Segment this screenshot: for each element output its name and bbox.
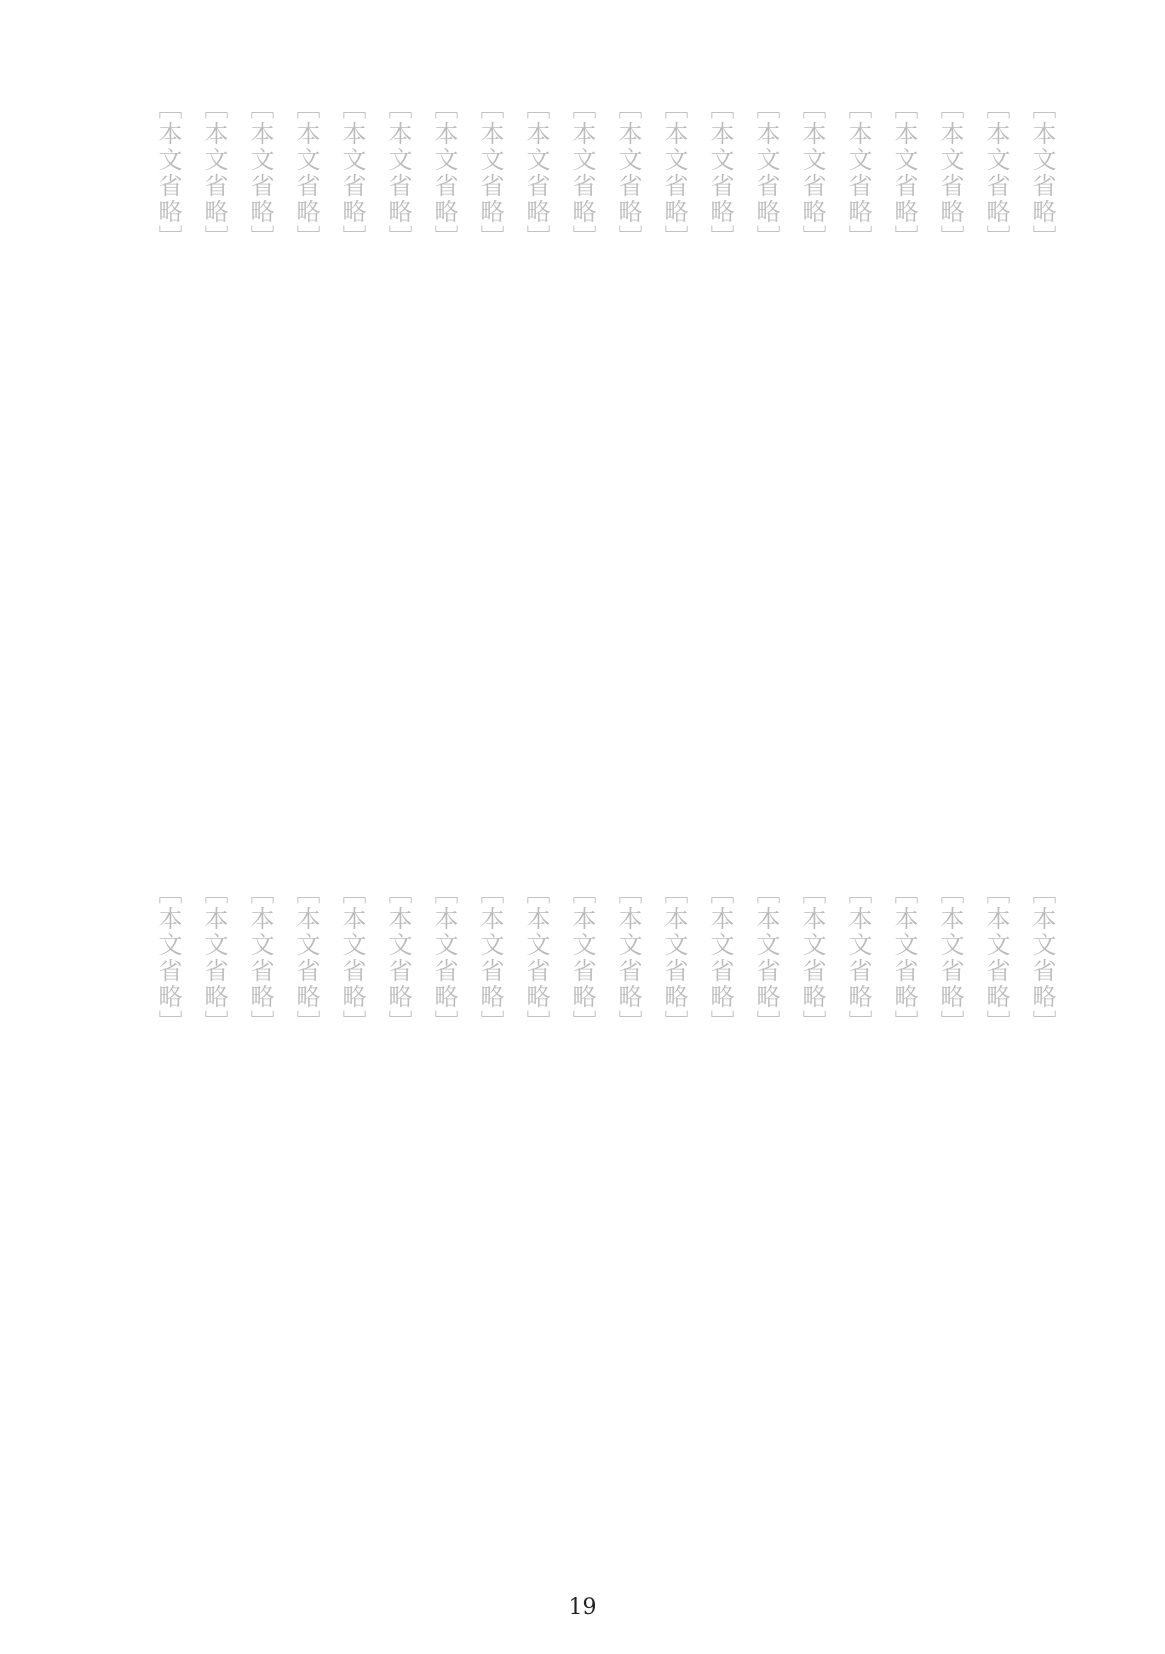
text-column: ［本文省略］ — [890, 95, 918, 251]
text-column: ［本文省略］ — [200, 880, 228, 1036]
text-column: ［本文省略］ — [338, 880, 366, 1036]
text-block-upper — [135, 95, 1065, 775]
text-column: ［本文省略］ — [706, 95, 734, 251]
text-column: ［本文省略］ — [246, 880, 274, 1036]
text-column: ［本文省略］ — [476, 95, 504, 251]
page-number: 19 — [568, 1595, 597, 1620]
text-column: ［本文省略］ — [660, 880, 688, 1036]
text-column: ［本文省略］ — [844, 880, 872, 1036]
text-column: ［本文省略］ — [660, 95, 688, 251]
text-column: ［本文省略］ — [982, 880, 1010, 1036]
text-column: ［本文省略］ — [246, 95, 274, 251]
text-column: ［本文省略］ — [752, 880, 780, 1036]
text-column: ［本文省略］ — [706, 880, 734, 1036]
text-column: ［本文省略］ — [568, 880, 596, 1036]
text-column: ［本文省略］ — [200, 95, 228, 251]
text-column: ［本文省略］ — [798, 880, 826, 1036]
text-column: ［本文省略］ — [614, 880, 642, 1036]
text-column: ［本文省略］ — [1028, 880, 1056, 1036]
text-column: ［本文省略］ — [522, 95, 550, 251]
text-column: ［本文省略］ — [614, 95, 642, 251]
text-column: ［本文省略］ — [430, 880, 458, 1036]
text-column: ［本文省略］ — [522, 880, 550, 1036]
text-column: ［本文省略］ — [430, 95, 458, 251]
text-column: ［本文省略］ — [890, 880, 918, 1036]
text-column: ［本文省略］ — [568, 95, 596, 251]
text-column: ［本文省略］ — [338, 95, 366, 251]
text-column: ［本文省略］ — [384, 95, 412, 251]
text-column: ［本文省略］ — [844, 95, 872, 251]
text-block-lower — [135, 880, 1065, 1570]
text-column: ［本文省略］ — [752, 95, 780, 251]
text-column: ［本文省略］ — [154, 95, 182, 251]
text-column: ［本文省略］ — [476, 880, 504, 1036]
text-column: ［本文省略］ — [982, 95, 1010, 251]
text-column: ［本文省略］ — [798, 95, 826, 251]
text-column: ［本文省略］ — [154, 880, 182, 1036]
text-column: ［本文省略］ — [1028, 95, 1056, 251]
text-column: ［本文省略］ — [936, 880, 964, 1036]
text-column: ［本文省略］ — [292, 95, 320, 251]
text-column: ［本文省略］ — [936, 95, 964, 251]
text-column: ［本文省略］ — [292, 880, 320, 1036]
text-column: ［本文省略］ — [384, 880, 412, 1036]
